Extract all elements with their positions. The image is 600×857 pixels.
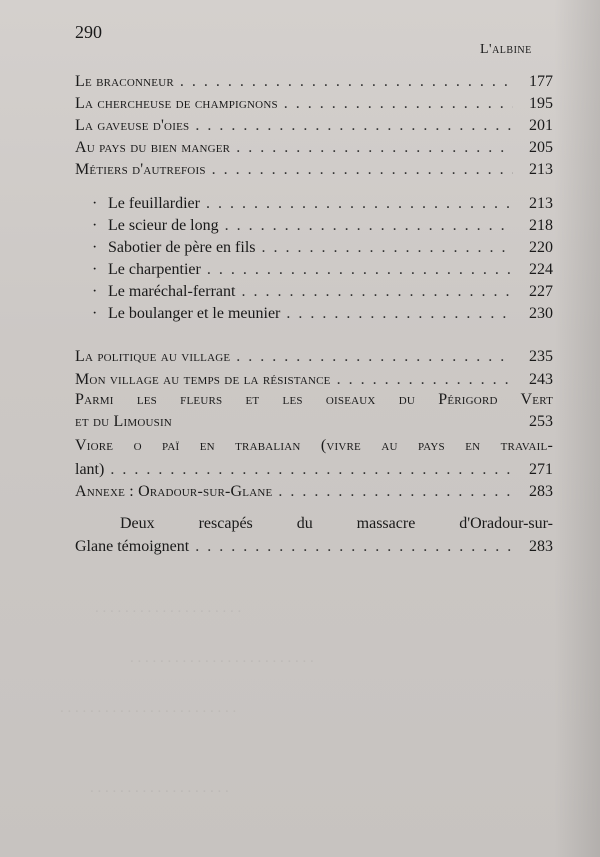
bullet-dot: · (92, 239, 98, 256)
toc-entry-title: La politique au village (75, 348, 231, 365)
toc-entry (75, 461, 553, 482)
toc-entry-title: Métiers d'autrefois (75, 161, 206, 178)
toc-entry-title-line1: Parmi les fleurs et les oiseaux du Périgord Vert (75, 391, 553, 408)
toc-entry-page: 220 (529, 239, 553, 256)
toc-entry-title: Le feuillardier (108, 195, 200, 212)
toc-sub-entry (92, 195, 553, 216)
toc-entry-title: Sabotier de père en fils (108, 239, 256, 256)
toc-entry (75, 483, 553, 504)
toc-entry-title: La gaveuse d'oies (75, 117, 190, 134)
toc-entry-page: 201 (529, 117, 553, 134)
toc-entry-page: 283 (529, 483, 553, 500)
bullet-dot: · (92, 305, 98, 322)
page-number: 290 (75, 22, 102, 42)
bullet-dot: · (92, 195, 98, 212)
toc-entry (75, 161, 553, 182)
page-gutter-shadow (554, 0, 600, 857)
toc-entry-title: Au pays du bien manger (75, 139, 231, 156)
dot-leader (189, 117, 513, 135)
toc-entry-title: Le charpentier (108, 261, 201, 278)
dot-leader (219, 217, 513, 235)
toc-entry-title-line1 (75, 437, 553, 455)
dot-leader (235, 283, 513, 301)
toc-entry-page: 205 (529, 139, 553, 156)
dot-leader (278, 95, 513, 113)
toc-entry (75, 538, 553, 559)
toc-entry (75, 139, 553, 160)
toc-entry (75, 73, 553, 94)
toc-entry-title: Le scieur de long (108, 217, 219, 234)
toc-entry-page: 227 (529, 283, 553, 300)
bleed-through: . . . . . . . . . . . . . . . . . . . . . . . . . . . . . . . . . . . . . . . . . . . . . . . . . . . . . . . . . . . . . . . . . . . . . . . . . . . . . . . . . . . . . . . . (60, 600, 314, 796)
toc-sub-entry (92, 239, 553, 260)
toc-entry-page: 253 (529, 413, 553, 430)
dot-leader (201, 261, 513, 279)
toc-entry-title: Le maréchal-ferrant (108, 283, 236, 300)
paragraph-line1: Deux rescapés du massacre d'Oradour-sur- (120, 515, 553, 532)
toc-entry-title: Le boulanger et le meunier (108, 305, 281, 322)
toc-entry-page: 213 (529, 161, 553, 178)
toc-entry-title-text: Viore o paï en trabalian (vivre au pays en travail- (75, 437, 553, 454)
dot-leader (189, 538, 513, 556)
toc-sub-entry (92, 305, 553, 326)
toc-entry-page: 271 (529, 461, 553, 478)
dot-leader (206, 161, 513, 179)
toc-entry-title: Annexe : Oradour-sur-Glane (75, 483, 273, 500)
toc-entry (75, 413, 553, 434)
dot-leader (174, 73, 513, 91)
toc-entry-page: 195 (529, 95, 553, 112)
toc-entry-page: 230 (529, 305, 553, 322)
toc-entry-page: 218 (529, 217, 553, 234)
toc-entry (75, 117, 553, 138)
dot-leader (230, 348, 513, 366)
toc-entry (75, 371, 553, 392)
dot-leader (272, 483, 513, 501)
dot-leader (331, 371, 513, 389)
toc-entry-page: 235 (529, 348, 553, 365)
running-head: L'albine (480, 42, 532, 57)
toc-entry-page: 224 (529, 261, 553, 278)
dot-leader (256, 239, 514, 257)
toc-entry-title: Mon village au temps de la résistance (75, 371, 331, 388)
toc-entry-title-line2: et du Limousin (75, 413, 172, 430)
toc-entry-title-line2: lant) (75, 461, 105, 478)
dot-leader (104, 461, 513, 479)
dot-leader (230, 139, 513, 157)
toc-entry-page: 283 (529, 538, 553, 555)
toc-sub-entry (92, 261, 553, 282)
bullet-dot: · (92, 261, 98, 278)
toc-sub-entry (92, 217, 553, 238)
toc-sub-entry (92, 283, 553, 304)
toc-entry (75, 348, 553, 369)
bullet-dot: · (92, 217, 98, 234)
toc-entry-title: La chercheuse de champignons (75, 95, 278, 112)
dot-leader (200, 195, 513, 213)
bullet-dot: · (92, 283, 98, 300)
toc-entry-title: Le braconneur (75, 73, 174, 90)
toc-entry-page: 243 (529, 371, 553, 388)
dot-leader (280, 305, 513, 323)
toc-entry (75, 95, 553, 116)
toc-entry-page: 177 (529, 73, 553, 90)
paragraph-line2: Glane témoignent (75, 538, 190, 555)
toc-entry-page: 213 (529, 195, 553, 212)
